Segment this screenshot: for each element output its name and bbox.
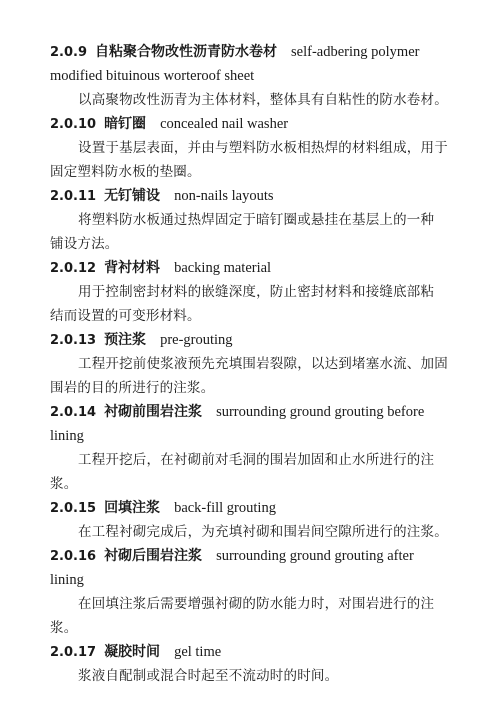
term-chinese: 衬砌前围岩注浆: [104, 404, 203, 420]
term-chinese: 暗钉圈: [104, 116, 147, 132]
term-english: concealed nail washer: [160, 116, 289, 132]
term-heading: [50, 256, 462, 281]
term-chinese: 预注浆: [104, 332, 147, 348]
term-english: surrounding ground grouting before: [216, 404, 425, 420]
term-definition-continued: 围岩的目的所进行的注浆。: [50, 380, 215, 396]
term-number: 2.0.9: [50, 45, 88, 60]
term-number: 2.0.10: [50, 117, 97, 132]
term-number: 2.0.16: [50, 549, 97, 564]
term-number: 2.0.17: [50, 645, 97, 660]
term-chinese: 无钉铺设: [104, 188, 161, 204]
term-english: pre-grouting: [160, 332, 233, 348]
term-english: non-nails layouts: [174, 188, 274, 204]
term-english: backing material: [174, 260, 272, 276]
term-definition: 用于控制密封材料的嵌缝深度，防止密封材料和接缝底部粘: [78, 284, 435, 300]
term-definition-continued: 浆。: [50, 476, 78, 492]
term-definition: 以高聚物改性沥青为主体材料，整体具有自粘性的防水卷材。: [78, 92, 448, 108]
term-definition: 浆液自配制或混合时起至不流动时的时间。: [78, 668, 339, 684]
term-definition-continued: 结而设置的可变形材料。: [50, 308, 201, 324]
term-chinese: 凝胶时间: [104, 644, 161, 660]
term-heading: [50, 640, 462, 665]
term-definition: 设置于基层表面，并由与塑料防水板相热焊的材料组成，用于: [78, 140, 448, 156]
term-definition-continued: 铺设方法。: [50, 236, 119, 252]
term-english: back-fill grouting: [174, 500, 276, 516]
term-heading: [50, 544, 462, 569]
term-definition: 工程开挖前使浆液预先充填围岩裂隙，以达到堵塞水流、加固: [78, 356, 448, 372]
term-english: surrounding ground grouting after: [216, 548, 414, 564]
term-chinese: 回填注浆: [104, 500, 161, 516]
term-number: 2.0.14: [50, 405, 97, 420]
term-chinese: 衬砌后围岩注浆: [104, 548, 203, 564]
term-number: 2.0.11: [50, 189, 97, 204]
term-definition: 工程开挖后，在衬砌前对毛洞的围岩加固和止水所进行的注: [78, 452, 435, 468]
term-heading: [50, 184, 462, 209]
term-number: 2.0.12: [50, 261, 97, 276]
term-chinese: 背衬材料: [104, 260, 161, 276]
term-english-continued: lining: [50, 572, 84, 588]
term-english: gel time: [174, 644, 222, 660]
term-definition: 在回填注浆后需要增强衬砌的防水能力时，对围岩进行的注: [78, 596, 435, 612]
term-chinese: 自粘聚合物改性沥青防水卷材: [95, 44, 278, 60]
term-definition-continued: 固定塑料防水板的垫圈。: [50, 164, 201, 180]
term-definition-continued: 浆。: [50, 620, 78, 636]
term-english-continued: modified bituinous worteroof sheet: [50, 68, 255, 84]
term-heading: [50, 112, 462, 137]
term-definition: 在工程衬砌完成后，为充填衬砌和围岩间空隙所进行的注浆。: [78, 524, 448, 540]
term-heading: [50, 328, 462, 353]
term-english-continued: lining: [50, 428, 84, 444]
term-heading: [50, 40, 462, 65]
term-number: 2.0.13: [50, 333, 97, 348]
term-heading: [50, 496, 462, 521]
term-definition: 将塑料防水板通过热焊固定于暗钉圈或悬挂在基层上的一种: [78, 212, 435, 228]
term-english: self-adbering polymer: [291, 44, 420, 60]
term-heading: [50, 400, 462, 425]
term-number: 2.0.15: [50, 501, 97, 516]
